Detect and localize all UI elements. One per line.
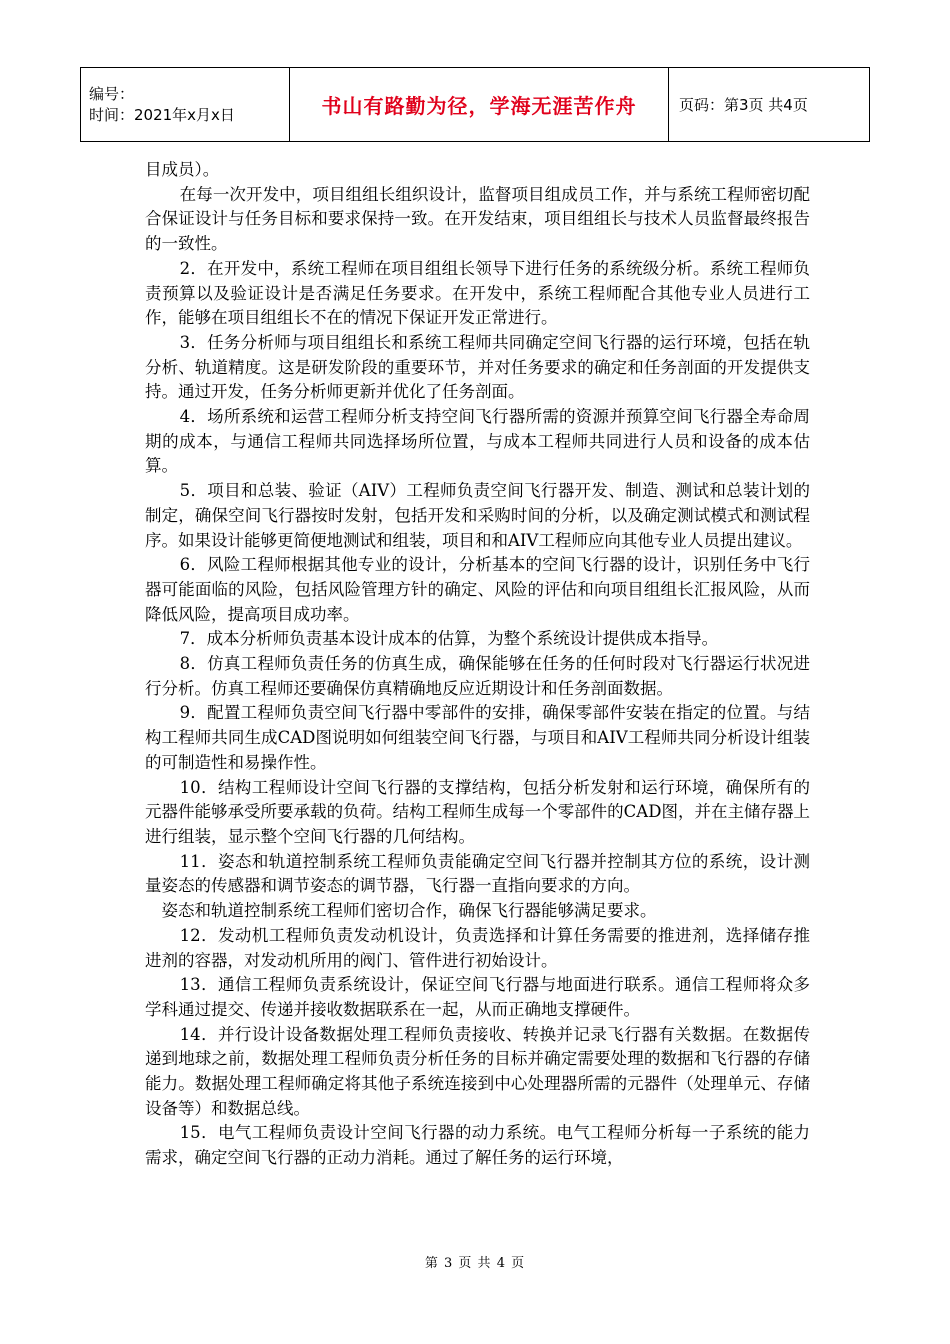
paragraph: 14．并行设计设备数据处理工程师负责接收、转换并记录飞行器有关数据。在数据传递到地球之前，数据处理工程师负责分析任务的目标并确定需要处理的数据和飞行器的存储能力。数据处理工程师确定将其他子系统连接到中心处理器所需的元器件（处理单元、存储设备等）和数据总线。 (145, 1024, 810, 1118)
page-footer: 第 3 页 共 4 页 (424, 1256, 526, 1271)
paragraph: 5．项目和总装、验证（AIV）工程师负责空间飞行器开发、制造、测试和总装计划的制定，确保空间飞行器按时发射，包括开发和采购时间的分析，以及确定测试模式和测试程序。如果设计能够更简便地测试和组装，项目和和AIV工程师应向其他专业人员提出建议。 (145, 481, 810, 550)
paragraph: 2．在开发中，系统工程师在项目组组长领导下进行任务的系统级分析。系统工程师负责预算以及验证设计是否满足任务要求。在开发中，系统工程师配合其他专业人员进行工作，能够在项目组组长不在的情况下保证开发正常进行。 (145, 258, 810, 328)
paragraph: 目成员）。 (145, 160, 220, 179)
paragraph: 9．配置工程师负责空间飞行器中零部件的安排，确保零部件安装在指定的位置。与结构工程师共同生成CAD图说明如何组装空间飞行器，与项目和AIV工程师共同分析设计组装的可制造性和易操作性。 (145, 703, 810, 772)
paragraph: 4．场所系统和运营工程师分析支持空间飞行器所需的资源并预算空间飞行器全寿命周期的成本，与通信工程师共同选择场所位置，与成本工程师共同进行人员和设备的成本估算。 (145, 407, 810, 476)
document-body (145, 158, 810, 1171)
paragraph: 8．仿真工程师负责任务的仿真生成，确保能够在任务的任何时段对飞行器运行状况进行分析。仿真工程师还要确保仿真精确地反应近期设计和任务剖面数据。 (145, 654, 810, 698)
paragraph: 12．发动机工程师负责发动机设计，负责选择和计算任务需要的推进剂，选择储存推进剂的容器，对发动机所用的阀门、管件进行初始设计。 (145, 925, 810, 970)
paragraph: 13．通信工程师负责系统设计，保证空间飞行器与地面进行联系。通信工程师将众多学科通过提交、传递并接收数据联系在一起，从而正确地支撑硬件。 (145, 975, 810, 1019)
paragraph: 15．电气工程师负责设计空间飞行器的动力系统。电气工程师分析每一子系统的能力需求，确定空间飞行器的正动力消耗。通过了解任务的运行环境， (145, 1123, 810, 1168)
paragraph: 姿态和轨道控制系统工程师们密切合作，确保飞行器能够满足要求。 (161, 901, 657, 921)
paragraph: 6．风险工程师根据其他专业的设计，分析基本的空间飞行器的设计，识别任务中飞行器可能面临的风险，包括风险管理方针的确定、风险的评估和向项目组组长汇报风险，从而降低风险，提高项目成功率。 (145, 555, 810, 624)
header-meta (81, 68, 290, 142)
page-header (80, 67, 870, 142)
document-date: 时间：2021年x月x日 (89, 105, 235, 124)
paragraph: 11．姿态和轨道控制系统工程师负责能确定空间飞行器并控制其方位的系统，设计测量姿态的传感器和调节姿态的调节器，飞行器一直指向要求的方向。 (145, 851, 810, 896)
paragraph: 7．成本分析师负责基本设计成本的估算，为整个系统设计提供成本指导。 (179, 629, 719, 649)
paragraph: 10．结构工程师设计空间飞行器的支撑结构，包括分析发射和运行环境，确保所有的元器件能够承受所要承载的负荷。结构工程师生成每一个零部件的CAD图，并在主储存器上进行组装，显示整个空间飞行器的几何结构。 (145, 777, 810, 846)
header-page-info: 页码：第3页 共4页 (669, 68, 870, 142)
document-number: 编号： (89, 84, 135, 103)
header-motto: 书山有路勤为径，学海无涯苦作舟 (290, 68, 669, 142)
paragraph: 在每一次开发中，项目组组长组织设计，监督项目组成员工作，并与系统工程师密切配合保证设计与任务目标和要求保持一致。在开发结束，项目组组长与技术人员监督最终报告的一致性。 (145, 184, 810, 254)
paragraph: 3．任务分析师与项目组组长和系统工程师共同确定空间飞行器的运行环境，包括在轨分析、轨道精度。这是研发阶段的重要环节，并对任务要求的确定和任务剖面的开发提供支持。通过开发，任务分析师更新并优化了任务剖面。 (145, 332, 810, 402)
